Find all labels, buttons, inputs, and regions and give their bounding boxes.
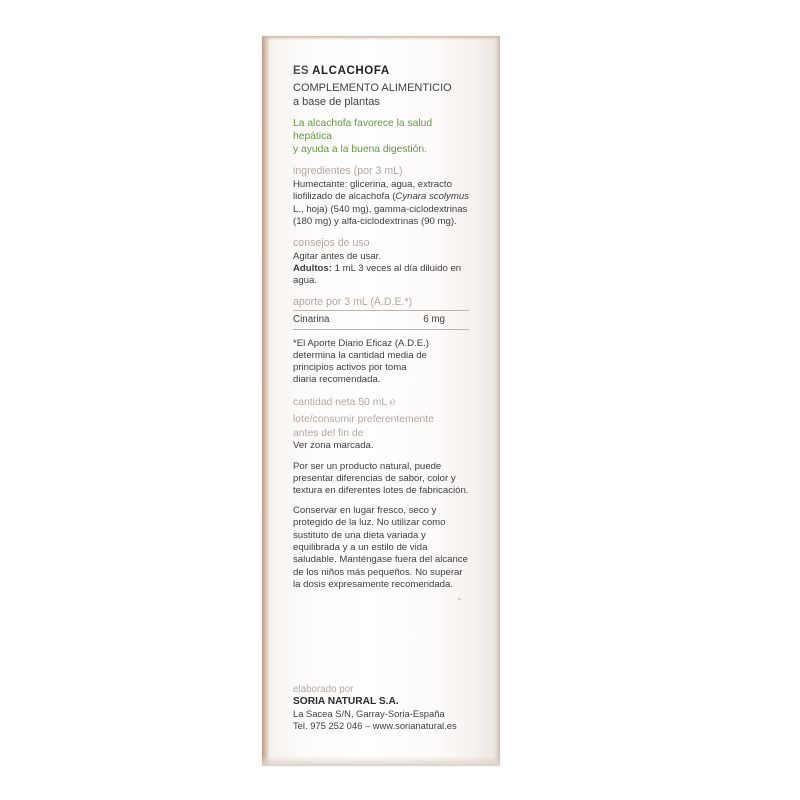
legal-paragraph-1: Por ser un producto natural, puede presentar diferencias de sabor, color y textura en diferentes lotes de fabricación. — [293, 460, 469, 497]
usage-line2 — [293, 263, 469, 288]
nutrition-heading: aporte por 3 mL (A.D.E.*) — [293, 295, 413, 308]
manufacturer-contact: Tel. 975 252 046 – www.sorianatural.es — [293, 720, 457, 731]
health-claim-line2: y ayuda a la buena digestión. — [293, 144, 427, 155]
ingredients-text-part2: L., hoja) (540 mg), gamma-ciclodextrinas (180 mg) y alfa-ciclodextrinas (90 mg). — [293, 203, 468, 228]
usage-adults-dose: 1 mL 3 veces al día diluido en agua. — [293, 263, 462, 287]
manufacturer-name: SORIA NATURAL S.A. — [293, 696, 399, 707]
nutrition-table-row — [293, 311, 469, 330]
ingredients-text-part1: Humectante: glicerina, agua, extracto liofilizado de alcachofa ( — [293, 179, 452, 203]
surface-speck — [458, 598, 461, 600]
usage-heading: consejos de uso — [293, 236, 370, 249]
label-text-block — [293, 65, 469, 599]
box-bottom-edge — [262, 756, 500, 766]
ade-footnote-line4: diaria recomendada. — [293, 374, 381, 386]
ade-footnote-line1: *El Aporte Diario Eficaz (A.D.E.) — [293, 337, 429, 349]
usage-line1: Agitar antes de usar. — [293, 250, 381, 262]
product-subtitle-line2: a base de plantas — [293, 95, 380, 108]
box-top-edge — [262, 36, 500, 40]
nutrition-substance-name: Cinarina — [293, 313, 330, 325]
product-subtitle — [293, 82, 469, 109]
ade-footnote-line2: determina la cantidad media de — [293, 350, 427, 362]
net-quantity-label: cantidad neta 50 mL — [293, 396, 387, 408]
ingredients-latin-name: Cynara scolymus — [395, 191, 469, 203]
ade-footnote-line3: principios activos por toma — [293, 362, 407, 374]
usage-adults-label: Adultos: — [293, 263, 332, 275]
batch-heading-line1: lote/consumir preferentemente — [293, 414, 434, 426]
manufacturer-address: La Sacea S/N, Garray-Soria-España — [293, 708, 445, 719]
ingredients-text — [293, 179, 469, 229]
estimated-sign-icon: ℮ — [389, 396, 396, 408]
language-code: ES — [293, 65, 309, 77]
ingredients-heading: ingredientes (por 3 mL) — [293, 165, 403, 177]
health-claim-line1: La alcachofa favorece la salud hepática — [293, 118, 433, 142]
product-name: ALCACHOFA — [312, 65, 390, 77]
product-title — [293, 65, 469, 77]
legal-paragraph-2: Conservar en lugar fresco, seco y protegido de la luz. No utilizar como sustituto de una dieta variada y equilibrada y a un estilo de vida saludable. Manténgase fuera del alcance de los niños más pequeños. No superar la dosis expresamente recomendada. — [293, 504, 468, 591]
product-subtitle-line1: COMPLEMENTO ALIMENTICIO — [293, 82, 452, 94]
product-box-front-panel — [262, 36, 500, 766]
box-right-edge — [494, 36, 500, 766]
ade-footnote — [293, 338, 469, 387]
batch-heading-line2: antes del fin de — [293, 427, 364, 439]
batch-value: Ver zona marcada. — [293, 440, 374, 452]
health-claim — [293, 117, 469, 156]
box-left-edge — [262, 36, 269, 766]
usage-text — [293, 251, 469, 288]
batch-heading — [293, 413, 469, 440]
net-quantity — [293, 396, 469, 410]
manufacturer-heading: elaborado por — [293, 684, 354, 695]
nutrition-substance-amount: 6 mg — [423, 313, 445, 325]
manufacturer-block — [293, 684, 473, 732]
